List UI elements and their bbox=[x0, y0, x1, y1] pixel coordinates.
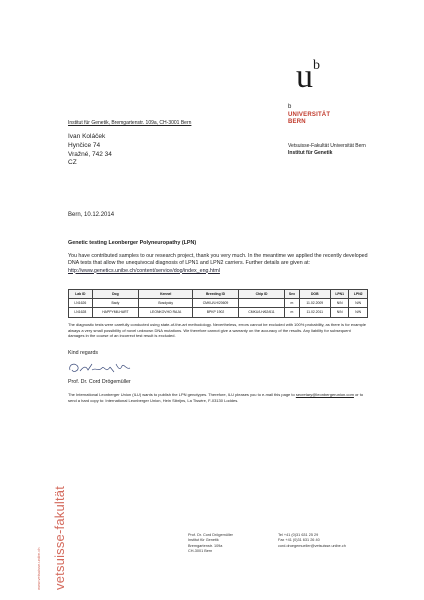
col-header-breeding-id: Breeding ID bbox=[193, 290, 238, 299]
ilu-text-1: The International Leonberger Union (ILU) wants to publish the LPN genotypes. Therefore, ILU pleases you to e-mail this page to bbox=[68, 392, 295, 397]
footer-address bbox=[188, 533, 233, 554]
col-header-lab-id: Lab ID bbox=[69, 290, 93, 299]
ilu-email-link[interactable]: secretary@leonbergerunion.com bbox=[295, 392, 354, 397]
col-header-chip-id: Chip ID bbox=[238, 290, 285, 299]
recipient-street: Hynčice 74 bbox=[68, 141, 101, 149]
cell-lpn1: N/N bbox=[330, 299, 349, 308]
signature-image bbox=[66, 358, 136, 378]
footer-address-line: CH-3001 Bern bbox=[188, 548, 213, 553]
footer-address-line: Institut für Genetik bbox=[188, 538, 219, 543]
institute-block bbox=[288, 143, 366, 157]
table-row bbox=[69, 299, 368, 308]
signer-name: Prof. Dr. Cord Drögemüller bbox=[68, 379, 131, 385]
sender-address-line: Institut für Genetik, Bremgartenstr. 109a, CH-3001 Bern bbox=[68, 120, 192, 126]
footer-email[interactable]: cord.droegemueller@vetsuisse.unibe.ch bbox=[278, 543, 346, 548]
cell-lpn1: N/N bbox=[330, 308, 349, 317]
institute-line-1: Vetsuisse-Fakultät Universität Bern bbox=[288, 143, 366, 149]
ilu-paragraph bbox=[68, 392, 368, 403]
footer-contact bbox=[278, 533, 346, 549]
cell-dog: Bady bbox=[92, 299, 139, 308]
genetics-link[interactable]: http://www.genetics.unibe.ch/content/service/dog/index_eng.html bbox=[68, 267, 220, 274]
recipient-country: CZ bbox=[68, 159, 77, 167]
cell-sex: m bbox=[285, 308, 299, 317]
cell-chip-id: CMKU/LH/62/611 bbox=[238, 308, 285, 317]
logo-letters: u bbox=[296, 58, 313, 95]
cell-kennel: Bosdyoky bbox=[139, 299, 193, 308]
footer-address-line: Bremgartenstr. 109a bbox=[188, 543, 223, 548]
intro-paragraph bbox=[68, 253, 368, 275]
letter-date: Bern, 10.12.2014 bbox=[68, 212, 115, 218]
cell-lpn2: N/N bbox=[349, 308, 368, 317]
recipient-name: Ivan Koláček bbox=[68, 133, 106, 140]
recipient-address bbox=[68, 133, 112, 168]
intro-text: You have contributed samples to our research project, thank you very much. In the meantime we applied the recently developed DNA tests that allow the unequivocal diagnosis of LPN1 and LPN2 carriers. Further details are given at: bbox=[68, 253, 368, 267]
cell-sex: m bbox=[285, 299, 299, 308]
col-header-dog: Dog bbox=[92, 290, 139, 299]
cell-chip-id bbox=[238, 299, 285, 308]
footer-fax: Fax +41 (0)31 631 26 40 bbox=[278, 538, 320, 543]
disclaimer-paragraph: The diagnostic tests were carefully conducted using state-of-the-art methodology. Nevertheless, errors cannot be excluded with 100% probability, as there is for example always a very small possibility of novel unknown DNA mutations. We therefore cannot give a warranty on the accuracy of the results. Any liability for subsequent damages in the course of an incorrect test result is excluded. bbox=[68, 322, 367, 339]
footer-address-line: Prof. Dr. Cord Drögemüller bbox=[188, 533, 233, 537]
table-row bbox=[69, 308, 368, 317]
ilu-text-2: or to send a hard copy to: International Leonberger Union, Hein Sibrijns, La Tissère, F-03130 Loddes. bbox=[68, 392, 364, 403]
vetsuisse-vertical-branding bbox=[18, 440, 78, 590]
cell-lpn2: N/N bbox=[349, 299, 368, 308]
cell-lab-id: LN1626 bbox=[69, 299, 93, 308]
university-name bbox=[288, 104, 330, 127]
col-header-sex: Sex bbox=[285, 290, 299, 299]
cell-dob: 11.02.2009 bbox=[299, 299, 330, 308]
university-logo bbox=[296, 57, 320, 95]
cell-kennel: LEONKOVHO RAJA bbox=[139, 308, 193, 317]
cell-breeding-id: BPKP 1902 bbox=[193, 308, 238, 317]
cell-lab-id: LN1628 bbox=[69, 308, 93, 317]
closing-regards: Kind regards bbox=[68, 350, 99, 356]
footer-phone: Tel +41 (0)31 631 25 29 bbox=[278, 533, 319, 537]
institute-line-2: Institut für Genetik bbox=[288, 149, 333, 156]
table-header-row bbox=[69, 290, 368, 299]
col-header-kennel: Kennel bbox=[139, 290, 193, 299]
col-header-lpn1: LPN1 bbox=[330, 290, 349, 299]
vetsuisse-vertical-title: vetsuisse-fakultät bbox=[52, 485, 67, 590]
university-name-line2: UNIVERSITÄT bbox=[288, 111, 331, 118]
cell-dob: 11.02.2011 bbox=[299, 308, 330, 317]
university-name-line1: b bbox=[288, 104, 292, 110]
university-name-line3: BERN bbox=[288, 119, 306, 125]
logo-superscript: b bbox=[313, 57, 320, 73]
letter-subject: Genetic testing Leonberger Polyneuropathy (LPN) bbox=[68, 240, 197, 246]
cell-breeding-id: CMKU/LH/20609 bbox=[193, 299, 238, 308]
cell-dog: HAPPYMILHART bbox=[92, 308, 139, 317]
results-table bbox=[68, 289, 368, 318]
vetsuisse-vertical-url: www.vetsuisse.unibe.ch bbox=[36, 547, 41, 590]
recipient-city: Vražné, 742 34 bbox=[68, 150, 112, 158]
col-header-dob: DOB bbox=[299, 290, 330, 299]
col-header-lpn2: LPN2 bbox=[349, 290, 368, 299]
